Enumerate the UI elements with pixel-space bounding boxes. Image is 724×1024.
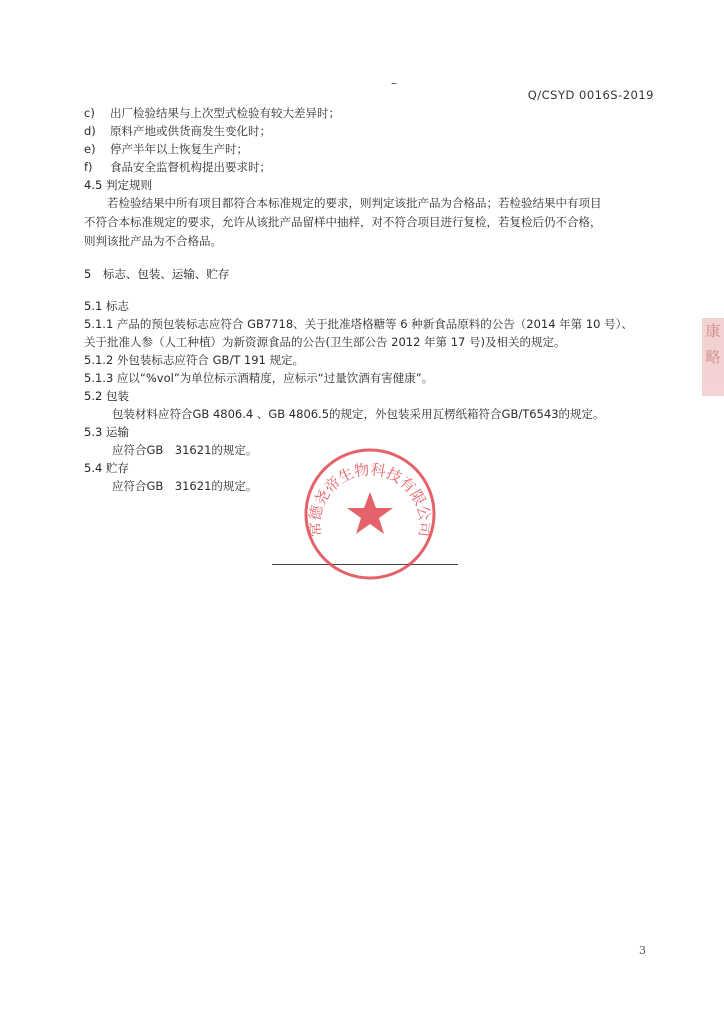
paragraph-line: 若检验结果中所有项目都符合本标准规定的要求，则判定该批产品为合格品；若检验结果中有项目 <box>107 196 602 210</box>
clause-5-1-3: 5.1.3 应以“%vol”为单位标示酒精度，应标示“过量饮酒有害健康”。 <box>84 371 434 385</box>
clause-5-1-1-cont: 关于批准人参（人工种植）为新资源食品的公告(卫生部公告 2012 年第 17 号)及相关的规定。 <box>84 335 566 349</box>
list-text: 原料产地或供货商发生变化时； <box>110 124 271 138</box>
section-heading-5: 5 标志、包装、运输、贮存 <box>84 267 230 281</box>
header-dash: – <box>391 76 397 90</box>
section-heading-5-2: 5.2 包装 <box>84 389 129 403</box>
document-body <box>84 104 660 495</box>
seal-text: 常德尧帝生物科技有限公司 <box>305 460 435 538</box>
section-heading-5-3: 5.3 运输 <box>84 425 129 439</box>
list-item <box>84 158 660 176</box>
list-text: 出厂检验结果与上次型式检验有较大差异时； <box>110 106 340 120</box>
clause-5-4-text: 应符合GB 31621的规定。 <box>112 479 258 493</box>
standard-code: Q/CSYD 0016S-2019 <box>527 88 654 102</box>
list-marker: c) <box>84 106 95 120</box>
list-text: 食品安全监督机构提出要求时； <box>110 160 271 174</box>
clause-5-2-text: 包装材料应符合GB 4806.4 、GB 4806.5的规定，外包装采用瓦楞纸箱符合GB/T6543的规定。 <box>112 407 605 421</box>
section-heading-4-5: 4.5 判定规则 <box>84 178 152 192</box>
paragraph-4-5 <box>84 194 660 251</box>
paragraph-line: 则判该批产品为不合格品。 <box>84 234 222 248</box>
list-item <box>84 140 660 158</box>
side-tab <box>702 318 724 396</box>
section-heading-5-4: 5.4 贮存 <box>84 461 129 475</box>
list-item <box>84 122 660 140</box>
list-marker: e) <box>84 142 96 156</box>
list-marker: d) <box>84 124 96 138</box>
clause-5-1-1: 5.1.1 产品的预包装标志应符合 GB7718、关于批准塔格糖等 6 种新食品原料的公告（2014 年第 10 号）、 <box>84 317 633 331</box>
list-text: 停产半年以上恢复生产时； <box>110 142 248 156</box>
side-tab-char: 康 <box>705 322 721 340</box>
clause-5-3-text: 应符合GB 31621的规定。 <box>112 443 258 457</box>
list-item <box>84 104 660 122</box>
section-heading-5-1: 5.1 标志 <box>84 299 129 313</box>
page-number: 3 <box>639 944 646 957</box>
company-seal <box>300 444 440 584</box>
list-marker: f) <box>84 160 93 174</box>
clause-5-1-2: 5.1.2 外包装标志应符合 GB/T 191 规定。 <box>84 353 305 367</box>
side-tab-char: 略 <box>705 348 721 366</box>
paragraph-line: 不符合本标准规定的要求，允许从该批产品留样中抽样，对不符合项目进行复检，若复检后仍不合格， <box>84 215 602 229</box>
seal-star-icon <box>347 492 393 534</box>
